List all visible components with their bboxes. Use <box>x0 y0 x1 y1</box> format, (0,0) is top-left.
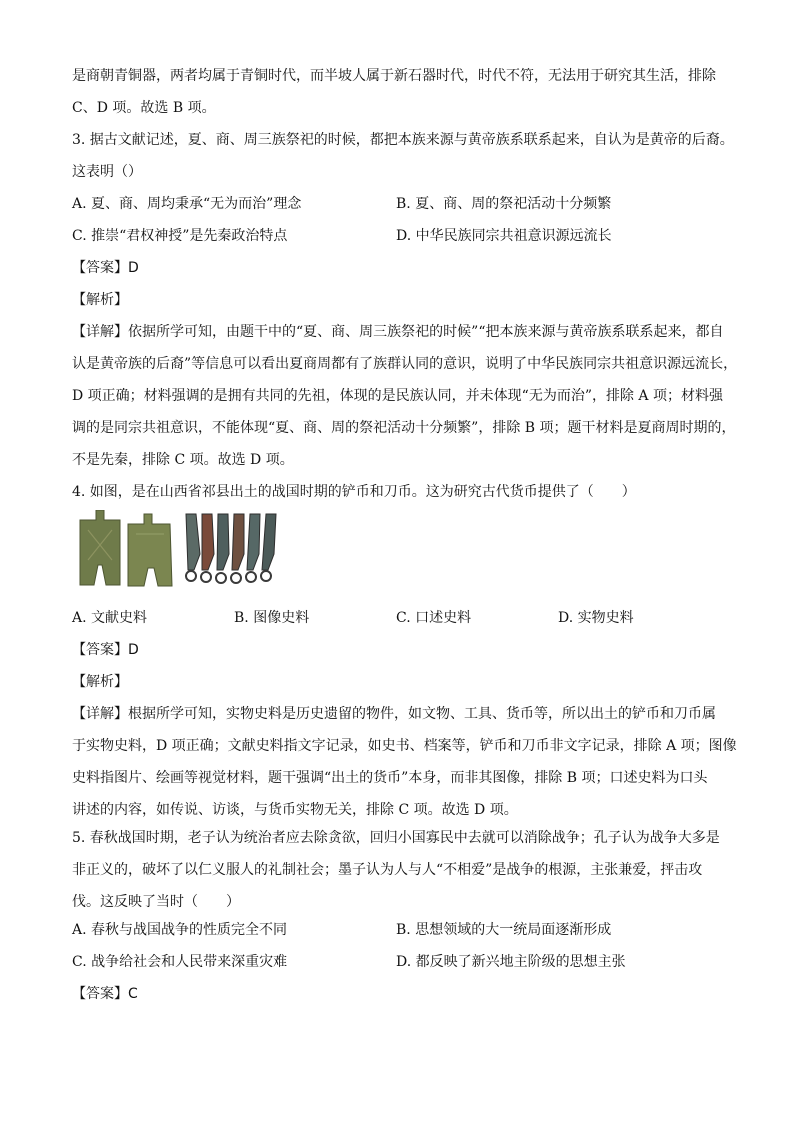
option-c: C. 战争给社会和人民带来深重灾难 <box>72 954 288 970</box>
text-line: 是商朝青铜器，两者均属于青铜时代，而半坡人属于新石器时代，时代不符，无法用于研究其生活，排除 <box>72 68 716 84</box>
analysis-label: 【解析】 <box>72 674 128 690</box>
answer-label: 【答案】C <box>72 986 138 1002</box>
question-stem: 非正义的，破坏了以仁义服人的礼制社会；墨子认为人与人“不相爱”是战争的根源，主张兼爱，抨击攻 <box>72 862 703 878</box>
option-b: B. 夏、商、周的祭祀活动十分频繁 <box>396 196 612 212</box>
detail-text: D 项正确；材料强调的是拥有共同的先祖，体现的是民族认同，并未体现“无为而治”，排除 A 项；材料强 <box>72 388 723 404</box>
detail-text: 于实物史料，D 项正确；文献史料指文字记录，如史书、档案等，铲币和刀币非文字记录，排除 A 项；图像 <box>72 738 737 754</box>
question-stem: 这表明（） <box>72 164 142 180</box>
spade-coin-icon <box>128 514 172 586</box>
knife-coin-icon <box>186 514 276 583</box>
option-c: C. 口述史料 <box>396 610 472 626</box>
detail-text: 【详解】根据所学可知，实物史料是历史遗留的物件，如文物、工具、货币等，所以出土的铲币和刀币属 <box>72 706 716 722</box>
spade-coin-icon <box>80 510 120 585</box>
option-a: A. 春秋与战国战争的性质完全不同 <box>72 922 288 938</box>
question-stem: 4. 如图，是在山西省祁县出土的战国时期的铲币和刀币。这为研究古代货币提供了（ ） <box>72 484 636 500</box>
option-c: C. 推崇“君权神授”是先秦政治特点 <box>72 228 288 244</box>
option-b: B. 思想领域的大一统局面逐渐形成 <box>396 922 612 938</box>
question-stem: 5. 春秋战国时期，老子认为统治者应去除贪欲，回归小国寡民中去就可以消除战争；孔子认为战争大多是 <box>72 830 720 846</box>
option-b: B. 图像史料 <box>234 610 310 626</box>
option-d: D. 都反映了新兴地主阶级的思想主张 <box>396 954 626 970</box>
detail-text: 不是先秦，排除 C 项。故选 D 项。 <box>72 452 294 468</box>
detail-text: 认是黄帝族的后裔”等信息可以看出夏商周都有了族群认同的意识，说明了中华民族同宗共祖意识源远流长， <box>72 356 738 372</box>
question-stem: 伐。这反映了当时（ ） <box>72 894 240 910</box>
detail-text: 史料指图片、绘画等视觉材料，题干强调“出土的货币”本身，而非其图像，排除 B 项；口述史料为口头 <box>72 770 708 786</box>
option-a: A. 文献史料 <box>72 610 148 626</box>
answer-label: 【答案】D <box>72 642 139 658</box>
analysis-label: 【解析】 <box>72 292 128 308</box>
question-stem: 3. 据古文献记述，夏、商、周三族祭祀的时候，都把本族来源与黄帝族系联系起来，自认为是黄帝的后裔。 <box>72 132 734 148</box>
coin-photo <box>74 510 284 590</box>
detail-text: 【详解】依据所学可知，由题干中的“夏、商、周三族祭祀的时候”“把本族来源与黄帝族系联系起来，都自 <box>72 324 724 340</box>
option-d: D. 中华民族同宗共祖意识源远流长 <box>396 228 612 244</box>
detail-text: 讲述的内容，如传说、访谈，与货币实物无关，排除 C 项。故选 D 项。 <box>72 802 518 818</box>
text-line: C、D 项。故选 B 项。 <box>72 100 216 116</box>
answer-label: 【答案】D <box>72 260 139 276</box>
option-a: A. 夏、商、周均秉承“无为而治”理念 <box>72 196 302 212</box>
option-d: D. 实物史料 <box>558 610 634 626</box>
detail-text: 调的是同宗共祖意识，不能体现“夏、商、周的祭祀活动十分频繁”，排除 B 项；题干材料是夏商周时期的， <box>72 420 736 436</box>
